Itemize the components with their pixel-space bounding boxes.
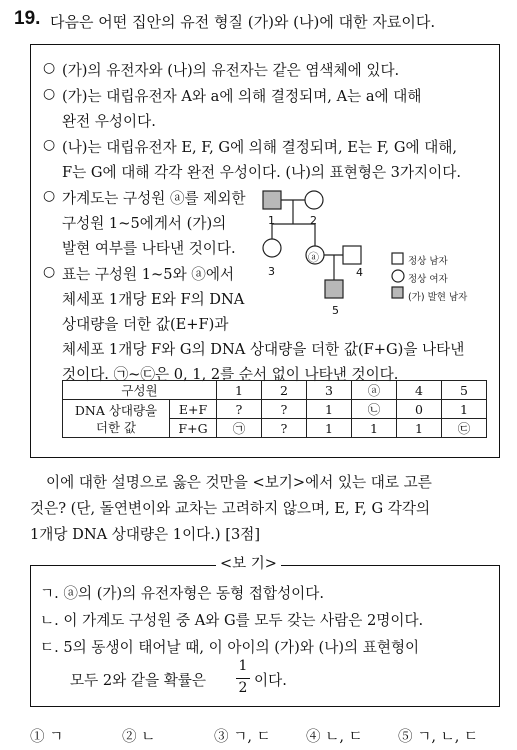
legend-normal-female-icon: [392, 270, 404, 282]
legend-affected-male-icon: [392, 287, 403, 298]
table-member: 4: [397, 381, 442, 400]
bogi-item-1: ㄱ. ⓐ의 (가)의 유전자형은 동형 접합성이다.: [40, 585, 325, 602]
pedigree-member-1: [263, 191, 281, 209]
condition-2b: 완전 우성이다.: [62, 113, 156, 130]
pedigree-member-3: [263, 239, 281, 257]
table-row-label-a: DNA 상대량을: [74, 402, 158, 418]
prompt-line-1: 이에 대한 설명으로 옳은 것만을 <보기>에서 있는 대로 고른: [46, 474, 432, 491]
pedigree-label-4: 4: [356, 266, 363, 279]
table-cell: 1: [307, 400, 352, 419]
table-cell: 1: [397, 419, 442, 438]
bogi-item-3c: 이다.: [254, 672, 287, 689]
table-row-label: [63, 400, 170, 438]
prompt-line-3: 1개당 DNA 상대량은 1이다.) [3점]: [30, 526, 261, 543]
bogi-item-3a: ㄷ. 5의 동생이 태어날 때, 이 아이의 (가)와 (나)의 표현형이: [40, 639, 420, 656]
bullet: ○: [43, 60, 56, 76]
pedigree-label-a: ⓐ: [308, 251, 319, 264]
bogi-item-3b: 모두 2와 같을 확률은: [70, 672, 206, 689]
dna-table: [62, 380, 487, 438]
pedigree-member-2: [305, 191, 323, 209]
bogi-item-2: ㄴ. 이 가계도 구성원 중 A와 G를 모두 갖는 사람은 2명이다.: [40, 612, 424, 629]
legend-normal-male-icon: [392, 253, 403, 264]
table-header-member: 구성원: [63, 381, 217, 400]
table-cell: ?: [262, 419, 307, 438]
bogi-title: <보 기>: [216, 552, 281, 573]
table-row-label-b: 더한 값: [95, 419, 137, 435]
fraction-denominator: 2: [238, 680, 248, 696]
condition-5d: 체세포 1개당 F와 G의 DNA 상대량을 더한 값(F+G)을 나타낸: [62, 341, 465, 358]
condition-2a: (가)는 대립유전자 A와 a에 의해 결정되며, A는 a에 대해: [62, 88, 422, 105]
table-cell: ㉢: [442, 419, 487, 438]
table-member: ⓐ: [352, 381, 397, 400]
table-cell: 1: [307, 419, 352, 438]
table-member: 3: [307, 381, 352, 400]
condition-4c: 발현 여부를 나타낸 것이다.: [62, 240, 236, 257]
table-fg-label: F+G: [170, 419, 217, 438]
table-cell: 1: [352, 419, 397, 438]
table-cell: ?: [262, 400, 307, 419]
table-cell: 1: [442, 400, 487, 419]
condition-4a: 가계도는 구성원 ⓐ를 제외한: [62, 190, 246, 207]
choice-5[interactable]: ⑤ ㄱ, ㄴ, ㄷ: [398, 728, 479, 745]
condition-5c: 상대량을 더한 값(E+F)과: [62, 316, 229, 333]
table-cell: ㉠: [217, 419, 262, 438]
condition-3a: (나)는 대립유전자 E, F, G에 의해 결정되며, E는 F, G에 대해,: [62, 139, 458, 156]
pedigree-label-3: 3: [268, 265, 275, 278]
condition-3b: F는 G에 대해 각각 완전 우성이다. (나)의 표현형은 3가지이다.: [62, 164, 461, 181]
pedigree-member-5: [325, 280, 343, 298]
condition-5a: 표는 구성원 1~5와 ⓐ에서: [62, 266, 235, 283]
choice-2[interactable]: ② ㄴ: [122, 728, 156, 745]
pedigree-label-5: 5: [332, 304, 339, 317]
question-number: 19.: [14, 8, 41, 29]
question-title: 다음은 어떤 집안의 유전 형질 (가)와 (나)에 대한 자료이다.: [50, 13, 436, 31]
pedigree-label-1: 1: [268, 214, 275, 227]
table-member: 2: [262, 381, 307, 400]
bullet: ○: [43, 137, 56, 153]
bullet: ○: [43, 188, 56, 204]
bullet: ○: [43, 86, 56, 102]
pedigree-label-2: 2: [310, 214, 317, 227]
legend-normal-male: 정상 남자: [408, 256, 448, 267]
bullet: ○: [43, 264, 56, 280]
legend-affected-male: (가) 발현 남자: [408, 292, 468, 303]
table-cell: ?: [217, 400, 262, 419]
fraction-bar: [236, 678, 250, 679]
table-ef-label: E+F: [170, 400, 217, 419]
prompt-line-2: 것은? (단, 돌연변이와 교차는 고려하지 않으며, E, F, G 각각의: [30, 500, 431, 517]
condition-1: (가)의 유전자와 (나)의 유전자는 같은 염색체에 있다.: [62, 62, 400, 79]
condition-5b: 체세포 1개당 E와 F의 DNA: [62, 291, 245, 308]
choice-3[interactable]: ③ ㄱ, ㄷ: [214, 728, 271, 745]
table-member: 5: [442, 381, 487, 400]
table-member: 1: [217, 381, 262, 400]
choice-1[interactable]: ① ㄱ: [30, 728, 64, 745]
condition-5e: 것이다. ㉠~㉢은 0, 1, 2를 순서 없이 나타낸 것이다.: [62, 366, 399, 383]
table-cell: ㉡: [352, 400, 397, 419]
condition-4b: 구성원 1~5에게서 (가)의: [62, 215, 227, 232]
table-cell: 0: [397, 400, 442, 419]
pedigree-member-4: [343, 246, 361, 264]
choice-4[interactable]: ④ ㄴ, ㄷ: [306, 728, 363, 745]
legend-normal-female: 정상 여자: [408, 274, 448, 285]
fraction-numerator: 1: [238, 658, 248, 674]
